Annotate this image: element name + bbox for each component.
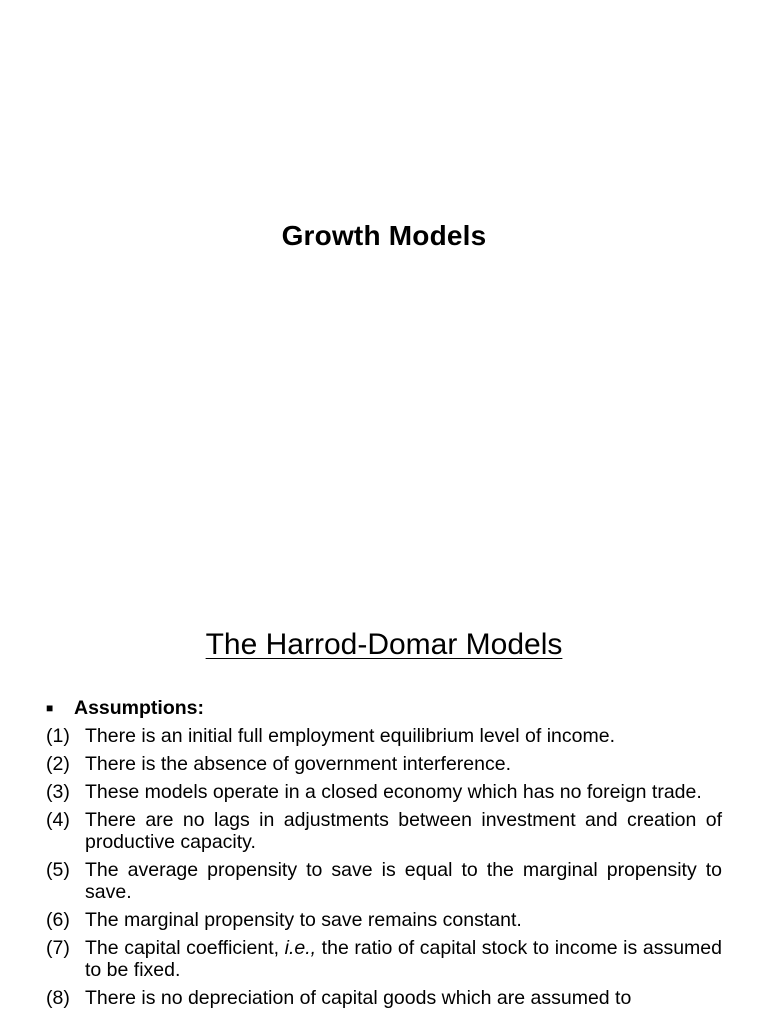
item-text: There is the absence of government interference.	[85, 753, 511, 775]
item-number: (2)	[46, 753, 70, 775]
list-item	[46, 909, 722, 931]
square-bullet-icon: ■	[46, 701, 54, 715]
item-number: (7)	[46, 937, 70, 959]
assumptions-list	[46, 697, 722, 1015]
list-item	[46, 725, 722, 747]
item-text-pre: The capital coefficient,	[85, 937, 285, 959]
item-text	[85, 937, 722, 981]
item-text: There is no depreciation of capital goods which are assumed to	[85, 987, 632, 1009]
list-item	[46, 753, 722, 775]
assumptions-label: Assumptions:	[74, 697, 205, 719]
list-item	[46, 987, 722, 1009]
item-text: These models operate in a closed economy which has no foreign trade.	[85, 781, 702, 803]
item-number: (1)	[46, 725, 70, 747]
item-text: The marginal propensity to save remains constant.	[85, 909, 522, 931]
slide-heading-text: The Harrod-Domar Models	[205, 628, 563, 661]
item-number: (4)	[46, 809, 70, 831]
slide-heading	[0, 628, 768, 662]
item-text: There are no lags in adjustments between investment and creation of productive capacity.	[85, 809, 722, 853]
item-number: (6)	[46, 909, 70, 931]
list-item	[46, 809, 722, 853]
list-item	[46, 781, 722, 803]
item-text: The average propensity to save is equal to the marginal propensity to save.	[85, 859, 722, 903]
item-text-post: the ratio of capital stock to income is assumed to be fixed.	[85, 937, 722, 981]
list-item	[46, 859, 722, 903]
item-text-em: i.e.,	[284, 937, 317, 959]
list-item	[46, 937, 722, 981]
item-number: (5)	[46, 859, 70, 881]
slide-harrod-domar	[0, 600, 768, 1024]
item-text: There is an initial full employment equilibrium level of income.	[85, 725, 615, 747]
item-number: (8)	[46, 987, 70, 1009]
slide-title: Growth Models	[281, 220, 487, 251]
assumptions-bullet	[46, 697, 722, 725]
item-number: (3)	[46, 781, 70, 803]
